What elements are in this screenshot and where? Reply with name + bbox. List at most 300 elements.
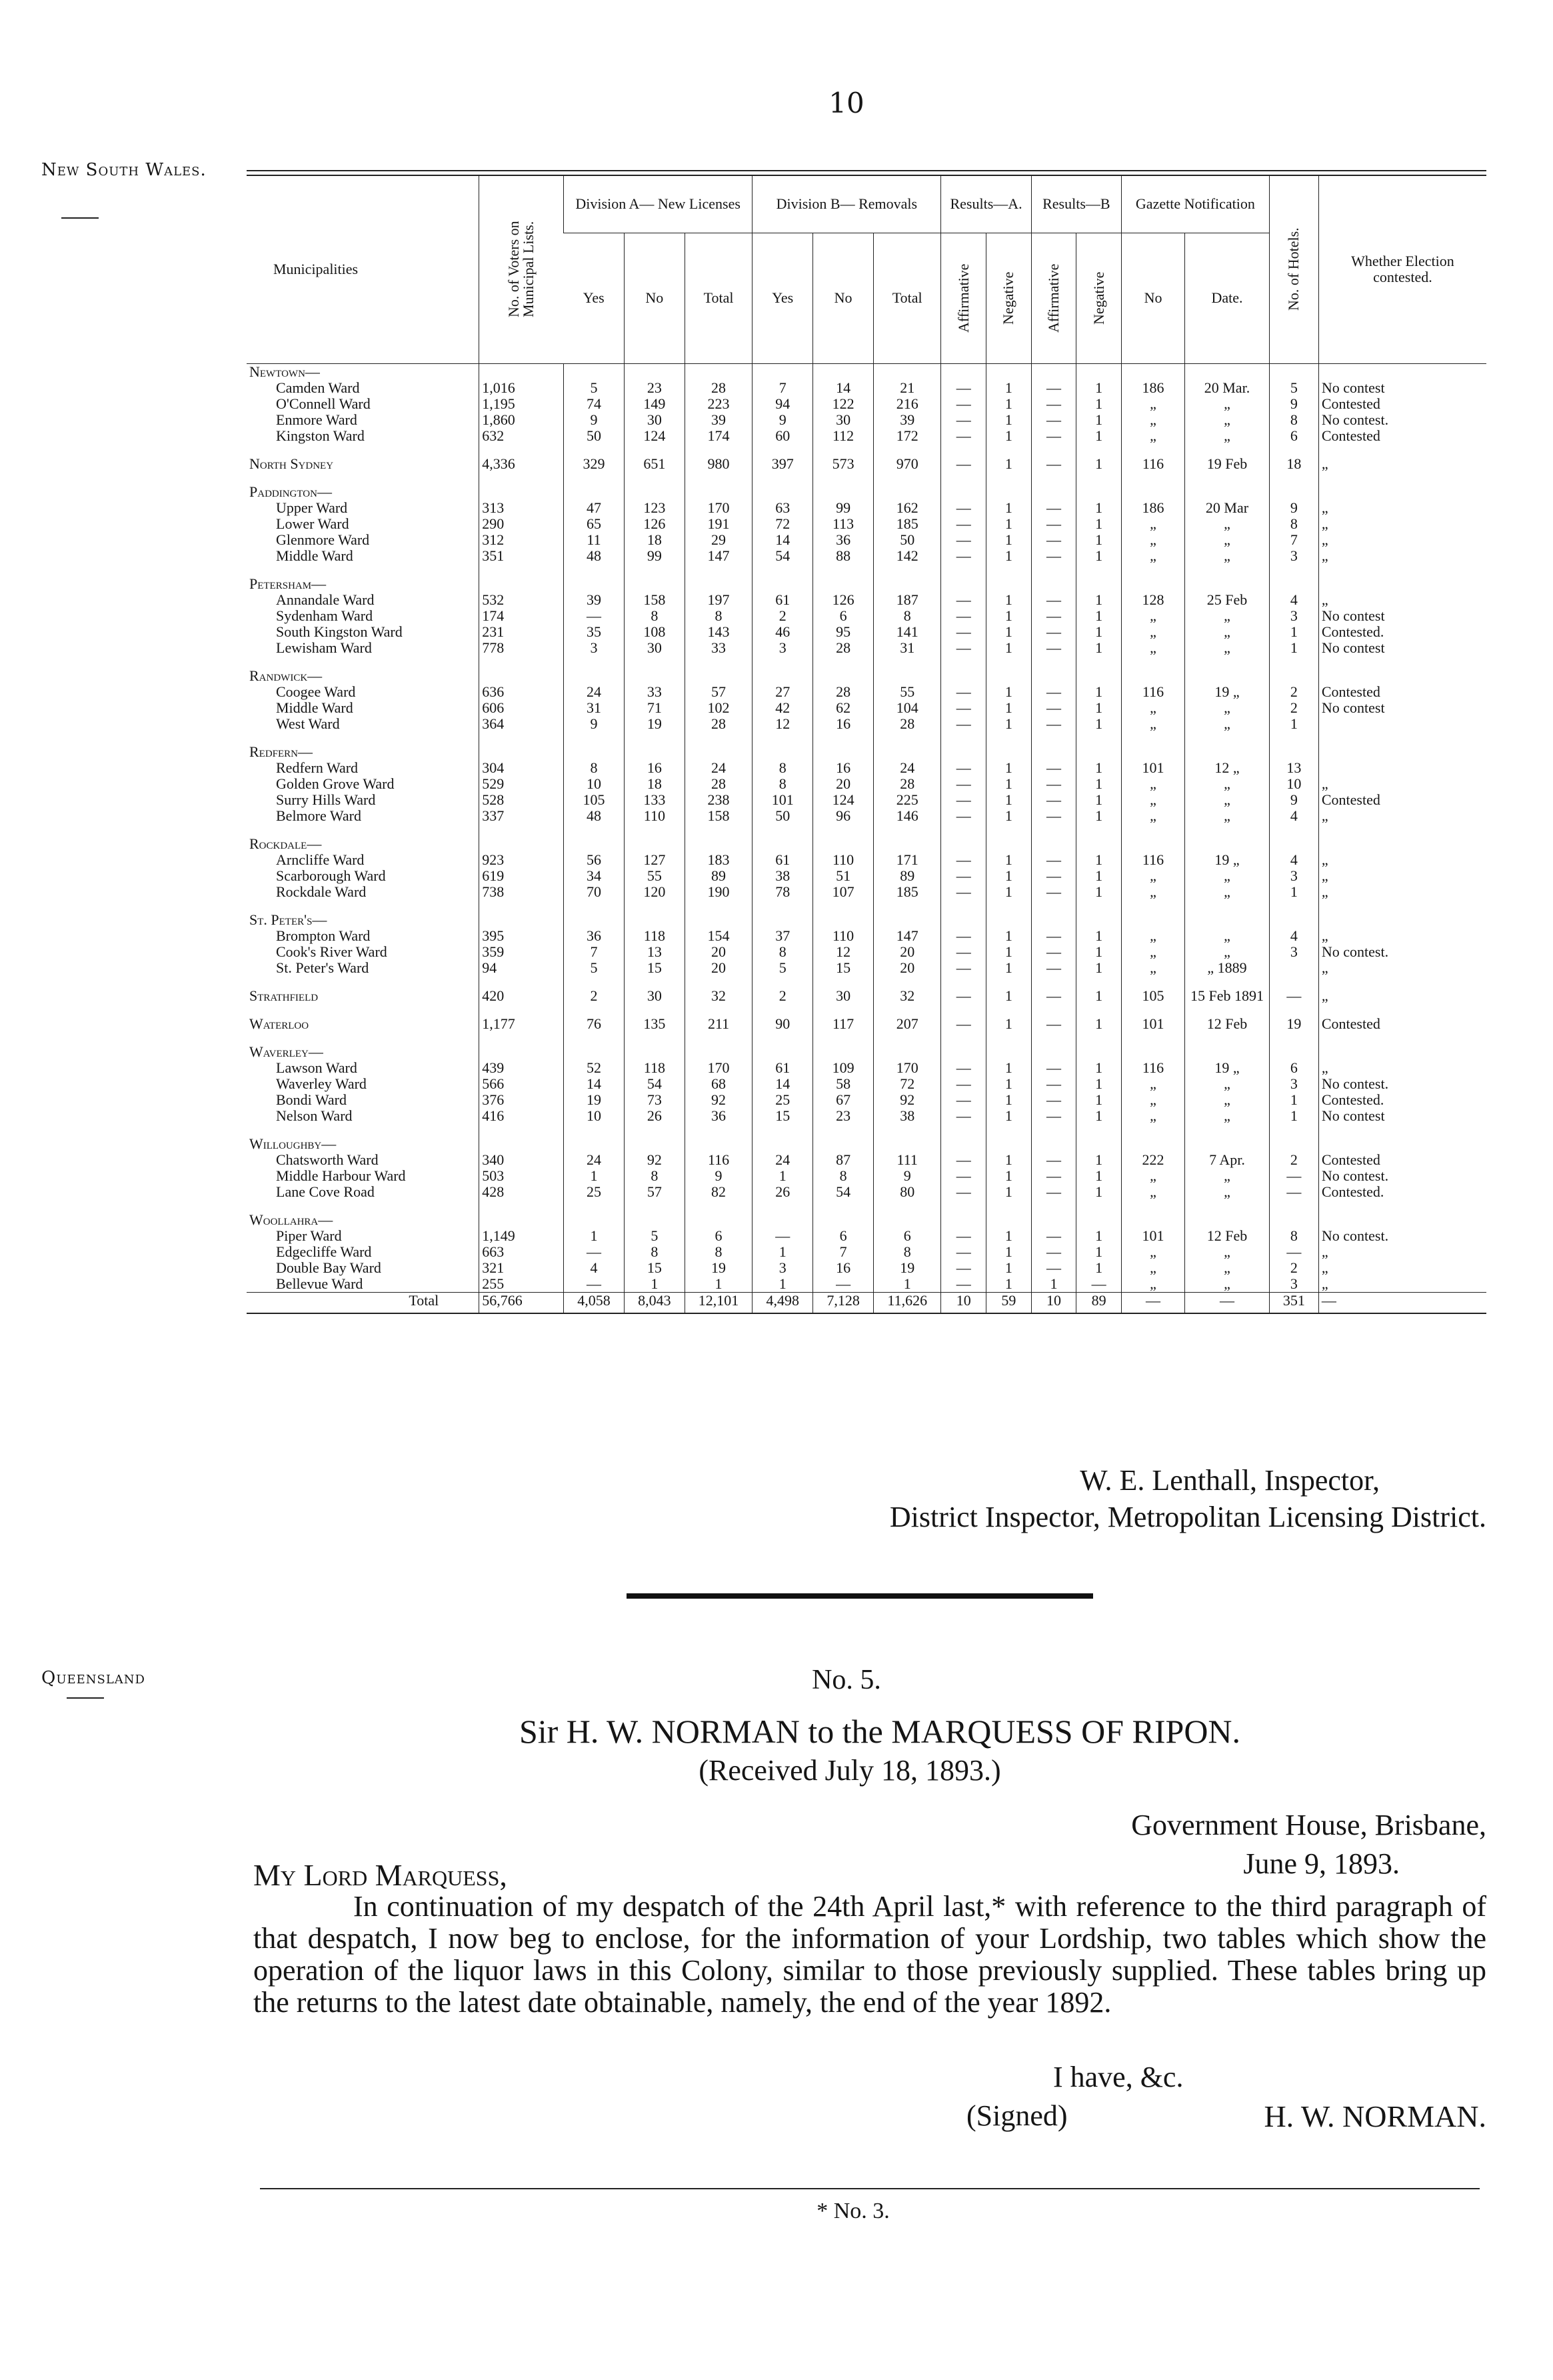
cell-a-total bbox=[685, 912, 752, 928]
table-cell bbox=[874, 900, 941, 912]
cell-g-no: „ bbox=[1121, 1092, 1184, 1108]
table-bottom-row bbox=[247, 1309, 1486, 1313]
cell-b-no: — bbox=[813, 1276, 874, 1293]
cell-hotels: 6 bbox=[1269, 428, 1318, 444]
table-cell bbox=[753, 824, 813, 836]
cell-b-yes bbox=[753, 836, 813, 852]
cell-voters: 351 bbox=[479, 548, 564, 564]
table-cell bbox=[986, 900, 1032, 912]
cell-b-total: 172 bbox=[874, 428, 941, 444]
cell-g-no: „ bbox=[1121, 412, 1184, 428]
cell-a-no bbox=[624, 484, 685, 500]
table-row bbox=[247, 1108, 1486, 1124]
cell-a-no: 118 bbox=[624, 928, 685, 944]
table-row bbox=[247, 852, 1486, 868]
row-name: St. Peter's Ward bbox=[276, 959, 369, 976]
cell-contested: No contest bbox=[1318, 608, 1486, 624]
cell-a-no: 30 bbox=[624, 988, 685, 1004]
cell-rb-aff: — bbox=[1031, 456, 1076, 472]
table-row bbox=[247, 928, 1486, 944]
row-name: Upper Ward bbox=[276, 499, 348, 516]
cell-b-total: 170 bbox=[874, 1060, 941, 1076]
cell-g-date bbox=[1185, 1044, 1270, 1060]
cell-b-total: 225 bbox=[874, 792, 941, 808]
cell-rb-neg: 1 bbox=[1076, 1244, 1122, 1260]
cell-a-yes: 1 bbox=[564, 1228, 625, 1244]
cell-b-total: 9 bbox=[874, 1168, 941, 1184]
cell-g-no bbox=[1121, 484, 1184, 500]
cell-b-yes: 42 bbox=[753, 700, 813, 716]
cell-rb-aff: — bbox=[1031, 396, 1076, 412]
cell-hotels: 10 bbox=[1269, 776, 1318, 792]
table-cell bbox=[813, 824, 874, 836]
table-cell bbox=[479, 824, 564, 836]
cell-a-no: 18 bbox=[624, 776, 685, 792]
cell-a-total: 39 bbox=[685, 412, 752, 428]
cell-a-no: 108 bbox=[624, 624, 685, 640]
cell-b-total: 11,626 bbox=[874, 1292, 941, 1309]
table-cell bbox=[1076, 444, 1122, 456]
table-cell bbox=[813, 1309, 874, 1313]
cell-b-no bbox=[813, 744, 874, 760]
table-cell bbox=[986, 1124, 1032, 1136]
cell-b-total bbox=[874, 576, 941, 592]
table-cell bbox=[624, 1004, 685, 1016]
table-gap-row bbox=[247, 656, 1486, 668]
cell-hotels: — bbox=[1269, 1244, 1318, 1260]
table-cell bbox=[986, 824, 1032, 836]
cell-b-yes: 78 bbox=[753, 884, 813, 900]
cell-a-no bbox=[624, 912, 685, 928]
cell-contested bbox=[1318, 668, 1486, 684]
cell-hotels: 3 bbox=[1269, 944, 1318, 960]
cell-a-yes bbox=[564, 484, 625, 500]
cell-contested: „ bbox=[1318, 884, 1486, 900]
cell-g-no: „ bbox=[1121, 1244, 1184, 1260]
table-cell bbox=[1031, 976, 1076, 988]
cell-rb-aff: — bbox=[1031, 884, 1076, 900]
table-row bbox=[247, 516, 1486, 532]
cell-g-date: „ bbox=[1185, 700, 1270, 716]
cell-ra-neg: 1 bbox=[986, 960, 1032, 976]
cell-rb-neg: 1 bbox=[1076, 1228, 1122, 1244]
cell-ra-aff: — bbox=[941, 884, 986, 900]
header-hotels-label: No. of Hotels. bbox=[1285, 227, 1302, 311]
cell-hotels: 3 bbox=[1269, 548, 1318, 564]
cell-rb-neg: 1 bbox=[1076, 700, 1122, 716]
cell-rb-aff: — bbox=[1031, 1260, 1076, 1276]
cell-a-no: 1 bbox=[624, 1276, 685, 1293]
table-cell bbox=[564, 444, 625, 456]
cell-g-no: „ bbox=[1121, 608, 1184, 624]
row-name: Newtown— bbox=[249, 363, 320, 380]
table-group-row bbox=[247, 1212, 1486, 1228]
cell-a-no: 133 bbox=[624, 792, 685, 808]
cell-b-no: 58 bbox=[813, 1076, 874, 1092]
cell-b-total: 207 bbox=[874, 1016, 941, 1032]
cell-rb-aff: — bbox=[1031, 1152, 1076, 1168]
cell-ra-neg bbox=[986, 363, 1032, 380]
row-name: Chatsworth Ward bbox=[276, 1151, 379, 1168]
cell-rb-aff: 10 bbox=[1031, 1292, 1076, 1309]
cell-b-yes: 37 bbox=[753, 928, 813, 944]
cell-a-total: 8 bbox=[685, 1244, 752, 1260]
cell-a-total: 174 bbox=[685, 428, 752, 444]
cell-a-yes bbox=[564, 912, 625, 928]
cell-voters: 313 bbox=[479, 500, 564, 516]
cell-g-no: „ bbox=[1121, 792, 1184, 808]
row-name: Woollahra— bbox=[249, 1211, 333, 1228]
cell-ra-aff bbox=[941, 484, 986, 500]
cell-a-yes: 10 bbox=[564, 776, 625, 792]
cell-b-yes bbox=[753, 1212, 813, 1228]
table-cell bbox=[1269, 1032, 1318, 1044]
table-cell bbox=[1269, 1124, 1318, 1136]
cell-voters: 606 bbox=[479, 700, 564, 716]
table-cell bbox=[1318, 1200, 1486, 1212]
cell-b-no: 95 bbox=[813, 624, 874, 640]
header-division-a: Division A— New Licenses bbox=[564, 175, 753, 233]
row-name: Enmore Ward bbox=[276, 411, 357, 428]
table-cell bbox=[1076, 472, 1122, 484]
cell-hotels: 4 bbox=[1269, 592, 1318, 608]
cell-a-yes: 19 bbox=[564, 1092, 625, 1108]
cell-b-no: 110 bbox=[813, 928, 874, 944]
row-name: Kingston Ward bbox=[276, 427, 365, 444]
cell-a-total bbox=[685, 1212, 752, 1228]
cell-b-no: 88 bbox=[813, 548, 874, 564]
table-cell bbox=[1318, 900, 1486, 912]
cell-a-yes: 36 bbox=[564, 928, 625, 944]
cell-b-total: 216 bbox=[874, 396, 941, 412]
cell-ra-aff: — bbox=[941, 960, 986, 976]
cell-a-no: 26 bbox=[624, 1108, 685, 1124]
table-total-row bbox=[247, 1292, 1486, 1309]
cell-rb-aff: — bbox=[1031, 808, 1076, 824]
cell-g-date: 19 Feb bbox=[1185, 456, 1270, 472]
table-row bbox=[247, 548, 1486, 564]
cell-rb-aff: — bbox=[1031, 852, 1076, 868]
cell-ra-aff: — bbox=[941, 684, 986, 700]
cell-rb-aff: 1 bbox=[1031, 1276, 1076, 1293]
table-cell bbox=[1031, 1309, 1076, 1313]
table-cell bbox=[479, 1004, 564, 1016]
cell-ra-aff bbox=[941, 363, 986, 380]
row-name: West Ward bbox=[276, 715, 340, 732]
cell-rb-neg bbox=[1076, 1136, 1122, 1152]
table-cell bbox=[479, 732, 564, 744]
cell-ra-neg bbox=[986, 1044, 1032, 1060]
table-cell bbox=[685, 1124, 752, 1136]
cell-g-no: „ bbox=[1121, 428, 1184, 444]
cell-b-total bbox=[874, 1136, 941, 1152]
cell-hotels: 3 bbox=[1269, 1076, 1318, 1092]
table-cell bbox=[813, 444, 874, 456]
cell-rb-aff: — bbox=[1031, 1108, 1076, 1124]
row-name: Middle Harbour Ward bbox=[276, 1167, 406, 1184]
table-gap-row bbox=[247, 976, 1486, 988]
table-gap-row bbox=[247, 1200, 1486, 1212]
cell-ra-aff: — bbox=[941, 1228, 986, 1244]
table-cell bbox=[564, 656, 625, 668]
cell-a-total bbox=[685, 576, 752, 592]
table-cell bbox=[1076, 1032, 1122, 1044]
cell-b-yes: 397 bbox=[753, 456, 813, 472]
cell-voters: 528 bbox=[479, 792, 564, 808]
cell-contested bbox=[1318, 1044, 1486, 1060]
table-cell bbox=[1318, 472, 1486, 484]
cell-g-date: „ bbox=[1185, 776, 1270, 792]
table-cell bbox=[1318, 1032, 1486, 1044]
cell-b-total: 39 bbox=[874, 412, 941, 428]
table-cell bbox=[1121, 900, 1184, 912]
table-cell bbox=[1185, 900, 1270, 912]
table-group-row bbox=[247, 668, 1486, 684]
cell-ra-neg: 1 bbox=[986, 1016, 1032, 1032]
cell-b-total: 8 bbox=[874, 608, 941, 624]
row-name: Golden Grove Ward bbox=[276, 775, 395, 792]
cell-ra-neg: 1 bbox=[986, 852, 1032, 868]
table-row bbox=[247, 760, 1486, 776]
row-name: Total bbox=[247, 1292, 479, 1309]
table-cell bbox=[1185, 472, 1270, 484]
cell-g-no: „ bbox=[1121, 396, 1184, 412]
cell-ra-neg: 1 bbox=[986, 640, 1032, 656]
cell-a-total: 197 bbox=[685, 592, 752, 608]
cell-rb-neg: 1 bbox=[1076, 1108, 1122, 1124]
cell-g-date bbox=[1185, 1212, 1270, 1228]
table-cell bbox=[1185, 1200, 1270, 1212]
cell-a-total: 28 bbox=[685, 776, 752, 792]
cell-a-no: 73 bbox=[624, 1092, 685, 1108]
cell-rb-neg bbox=[1076, 1044, 1122, 1060]
cell-ra-neg: 1 bbox=[986, 380, 1032, 396]
cell-voters: 312 bbox=[479, 532, 564, 548]
cell-a-yes: 3 bbox=[564, 640, 625, 656]
table-cell bbox=[479, 900, 564, 912]
cell-b-total: 31 bbox=[874, 640, 941, 656]
table-cell bbox=[247, 1124, 479, 1136]
cell-rb-neg: — bbox=[1076, 1276, 1122, 1293]
table-gap-row bbox=[247, 1124, 1486, 1136]
cell-a-yes bbox=[564, 744, 625, 760]
table-group-row bbox=[247, 484, 1486, 500]
table-group-row bbox=[247, 744, 1486, 760]
cell-ra-neg: 1 bbox=[986, 716, 1032, 732]
cell-b-total: 50 bbox=[874, 532, 941, 548]
cell-a-yes: 2 bbox=[564, 988, 625, 1004]
table-cell bbox=[753, 472, 813, 484]
cell-rb-aff: — bbox=[1031, 1060, 1076, 1076]
table-cell bbox=[685, 444, 752, 456]
table-cell bbox=[685, 1032, 752, 1044]
cell-contested: „ bbox=[1318, 1060, 1486, 1076]
cell-g-no bbox=[1121, 912, 1184, 928]
cell-rb-aff bbox=[1031, 668, 1076, 684]
table-cell bbox=[941, 1309, 986, 1313]
cell-g-date bbox=[1185, 1136, 1270, 1152]
cell-rb-neg: 1 bbox=[1076, 1260, 1122, 1276]
table-cell bbox=[874, 656, 941, 668]
cell-contested: „ bbox=[1318, 1260, 1486, 1276]
cell-b-yes: 8 bbox=[753, 776, 813, 792]
cell-b-yes: 26 bbox=[753, 1184, 813, 1200]
cell-rb-neg: 1 bbox=[1076, 776, 1122, 792]
row-name: Nelson Ward bbox=[276, 1107, 353, 1124]
cell-voters bbox=[479, 1044, 564, 1060]
cell-voters: 1,860 bbox=[479, 412, 564, 428]
cell-g-no: 116 bbox=[1121, 684, 1184, 700]
cell-g-no: 186 bbox=[1121, 500, 1184, 516]
table-cell bbox=[1185, 1032, 1270, 1044]
table-cell bbox=[1076, 1004, 1122, 1016]
cell-ra-neg: 1 bbox=[986, 1168, 1032, 1184]
cell-a-no: 19 bbox=[624, 716, 685, 732]
row-name: Bondi Ward bbox=[276, 1091, 347, 1108]
cell-rb-neg: 1 bbox=[1076, 960, 1122, 976]
cell-a-total: 57 bbox=[685, 684, 752, 700]
liquor-licensing-table bbox=[247, 175, 1486, 1314]
cell-g-no: „ bbox=[1121, 944, 1184, 960]
table-cell bbox=[1076, 732, 1122, 744]
cell-g-no: „ bbox=[1121, 532, 1184, 548]
row-name: Lane Cove Road bbox=[276, 1183, 375, 1200]
cell-rb-neg: 89 bbox=[1076, 1292, 1122, 1309]
cell-hotels: — bbox=[1269, 988, 1318, 1004]
cell-g-no: „ bbox=[1121, 808, 1184, 824]
cell-b-yes bbox=[753, 484, 813, 500]
cell-a-total: 33 bbox=[685, 640, 752, 656]
cell-rb-neg: 1 bbox=[1076, 852, 1122, 868]
table-cell bbox=[1031, 824, 1076, 836]
header-b-no: No bbox=[813, 233, 874, 363]
cell-a-yes: 9 bbox=[564, 412, 625, 428]
table-cell bbox=[1076, 1124, 1122, 1136]
cell-rb-aff: — bbox=[1031, 608, 1076, 624]
cell-a-yes: 329 bbox=[564, 456, 625, 472]
table-cell bbox=[1076, 564, 1122, 576]
table-cell bbox=[753, 732, 813, 744]
cell-voters: 304 bbox=[479, 760, 564, 776]
table-row bbox=[247, 500, 1486, 516]
cell-g-no: „ bbox=[1121, 1184, 1184, 1200]
row-name: Camden Ward bbox=[276, 379, 360, 396]
table-cell bbox=[1121, 1200, 1184, 1212]
table-row bbox=[247, 960, 1486, 976]
cell-b-no: 110 bbox=[813, 852, 874, 868]
cell-b-no: 54 bbox=[813, 1184, 874, 1200]
cell-a-yes: 9 bbox=[564, 716, 625, 732]
cell-voters: 778 bbox=[479, 640, 564, 656]
cell-a-total: 9 bbox=[685, 1168, 752, 1184]
table-cell bbox=[564, 564, 625, 576]
table-cell bbox=[874, 732, 941, 744]
cell-g-no: „ bbox=[1121, 1276, 1184, 1293]
cell-ra-neg: 1 bbox=[986, 988, 1032, 1004]
cell-g-date: 7 Apr. bbox=[1185, 1152, 1270, 1168]
cell-hotels bbox=[1269, 912, 1318, 928]
row-name: St. Peter's— bbox=[249, 911, 327, 928]
cell-ra-aff: — bbox=[941, 380, 986, 396]
cell-g-no bbox=[1121, 1136, 1184, 1152]
cell-g-date: „ bbox=[1185, 1276, 1270, 1293]
cell-g-date bbox=[1185, 912, 1270, 928]
table-cell bbox=[941, 900, 986, 912]
cell-ra-aff: — bbox=[941, 624, 986, 640]
cell-hotels: 2 bbox=[1269, 1152, 1318, 1168]
cell-b-no: 6 bbox=[813, 1228, 874, 1244]
cell-voters: 416 bbox=[479, 1108, 564, 1124]
cell-ra-neg bbox=[986, 1136, 1032, 1152]
cell-contested bbox=[1318, 363, 1486, 380]
cell-g-date: „ bbox=[1185, 808, 1270, 824]
table-cell bbox=[479, 1032, 564, 1044]
cell-b-yes: 15 bbox=[753, 1108, 813, 1124]
row-name: O'Connell Ward bbox=[276, 395, 371, 412]
table-top-rule bbox=[247, 170, 1486, 171]
cell-a-yes: 11 bbox=[564, 532, 625, 548]
table-cell bbox=[685, 732, 752, 744]
cell-b-yes: — bbox=[753, 1228, 813, 1244]
cell-ra-aff bbox=[941, 1136, 986, 1152]
cell-ra-neg: 1 bbox=[986, 532, 1032, 548]
cell-b-yes: 61 bbox=[753, 852, 813, 868]
cell-a-yes: 34 bbox=[564, 868, 625, 884]
table-cell bbox=[986, 976, 1032, 988]
cell-contested: „ bbox=[1318, 852, 1486, 868]
cell-hotels bbox=[1269, 576, 1318, 592]
table-cell bbox=[874, 1200, 941, 1212]
cell-rb-aff: — bbox=[1031, 1184, 1076, 1200]
cell-b-yes bbox=[753, 1136, 813, 1152]
cell-a-yes: 65 bbox=[564, 516, 625, 532]
table-cell bbox=[1121, 1309, 1184, 1313]
cell-hotels: 1 bbox=[1269, 1092, 1318, 1108]
cell-a-no: 15 bbox=[624, 960, 685, 976]
cell-g-no bbox=[1121, 1044, 1184, 1060]
header-division-b: Division B— Removals bbox=[753, 175, 941, 233]
row-name: Surry Hills Ward bbox=[276, 791, 376, 808]
cell-a-no: 13 bbox=[624, 944, 685, 960]
cell-a-total bbox=[685, 1044, 752, 1060]
cell-a-total bbox=[685, 744, 752, 760]
cell-b-yes: 1 bbox=[753, 1168, 813, 1184]
cell-ra-aff bbox=[941, 744, 986, 760]
cell-rb-aff bbox=[1031, 1044, 1076, 1060]
cell-b-total bbox=[874, 836, 941, 852]
cell-contested bbox=[1318, 760, 1486, 776]
cell-b-total: 185 bbox=[874, 516, 941, 532]
header-results-a: Results—A. bbox=[941, 175, 1031, 233]
cell-g-no: „ bbox=[1121, 1168, 1184, 1184]
cell-ra-neg bbox=[986, 668, 1032, 684]
table-cell bbox=[1031, 1124, 1076, 1136]
cell-ra-neg bbox=[986, 912, 1032, 928]
cell-a-no: 57 bbox=[624, 1184, 685, 1200]
cell-a-total: 89 bbox=[685, 868, 752, 884]
cell-rb-aff: — bbox=[1031, 1228, 1076, 1244]
cell-voters: 1,195 bbox=[479, 396, 564, 412]
cell-g-no: 101 bbox=[1121, 1016, 1184, 1032]
inspector-name: W. E. Lenthall, Inspector, bbox=[1080, 1464, 1380, 1497]
cell-g-no: „ bbox=[1121, 640, 1184, 656]
table-cell bbox=[1269, 976, 1318, 988]
cell-rb-aff: — bbox=[1031, 928, 1076, 944]
cell-ra-aff: — bbox=[941, 516, 986, 532]
table-cell bbox=[1185, 656, 1270, 668]
cell-a-no: 99 bbox=[624, 548, 685, 564]
header-ra-negative-label: Negative bbox=[1000, 271, 1017, 325]
